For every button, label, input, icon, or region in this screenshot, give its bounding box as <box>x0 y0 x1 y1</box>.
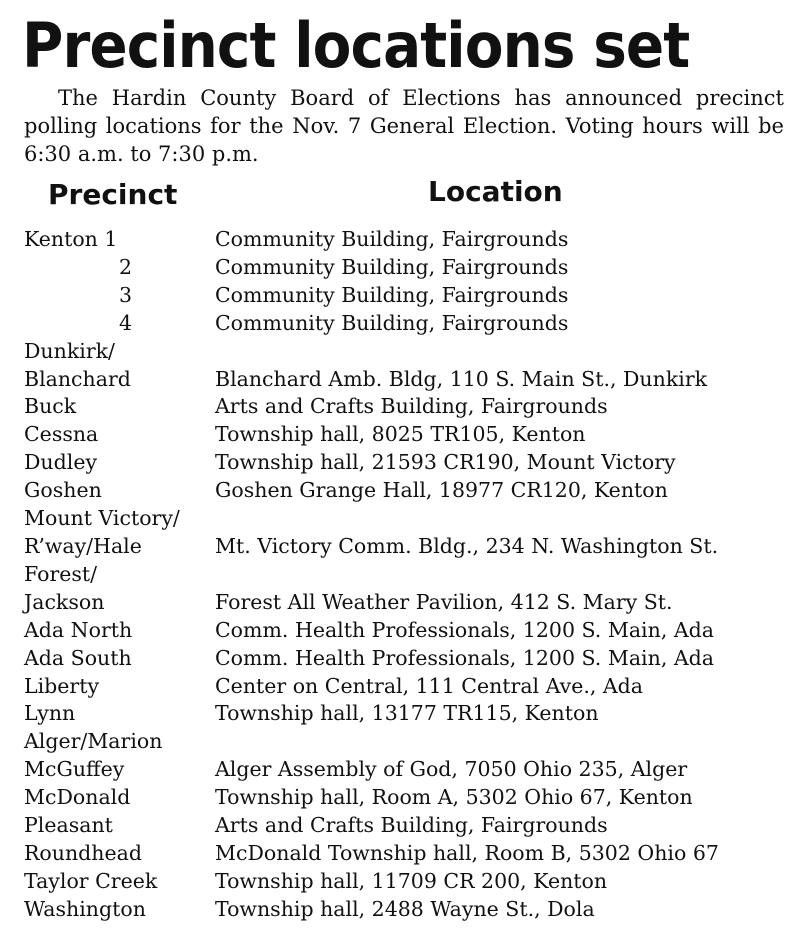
precinct-name: 2 <box>119 254 133 279</box>
location-column-header: Location <box>428 175 563 208</box>
precinct-column-header: Precinct <box>48 178 178 211</box>
precinct-name: Dudley <box>24 450 98 475</box>
precinct-name: Washington <box>24 896 146 921</box>
precinct-location-list <box>24 226 794 924</box>
list-item <box>24 477 794 505</box>
polling-location: Township hall, 11709 CR 200, Kenton <box>215 868 608 893</box>
precinct-name: Jackson <box>24 589 105 614</box>
precinct-name: Goshen <box>24 478 102 503</box>
polling-location: McDonald Township hall, Room B, 5302 Ohio 67 <box>215 840 719 865</box>
list-item <box>24 226 794 254</box>
polling-location: Community Building, Fairgrounds <box>215 227 569 251</box>
precinct-name: Roundhead <box>24 840 142 865</box>
polling-location: Alger Assembly of God, 7050 Ohio 235, Alger <box>215 757 688 782</box>
list-item <box>24 868 794 896</box>
precinct-name: McDonald <box>24 785 131 810</box>
precinct-name: Ada South <box>24 645 132 670</box>
polling-location <box>215 338 794 366</box>
polling-location: Mt. Victory Comm. Bldg., 234 N. Washington St. <box>215 533 719 558</box>
precinct-name: Buck <box>24 394 77 419</box>
polling-location: Community Building, Fairgrounds <box>215 310 569 335</box>
precinct-name: Blanchard <box>24 366 131 391</box>
precinct-name: Dunkirk/ <box>24 338 115 363</box>
list-item <box>24 282 794 310</box>
polling-location: Community Building, Fairgrounds <box>215 282 569 307</box>
list-item <box>24 589 794 617</box>
polling-location: Comm. Health Professionals, 1200 S. Main, Ada <box>215 617 714 642</box>
intro-paragraph: The Hardin County Board of Elections has announced precinct polling locations for the Nov. 7 General Election. Voting hours will be 6:30 a.m. to 7:30 p.m. <box>24 86 784 166</box>
list-item <box>24 505 794 533</box>
list-item <box>24 617 794 645</box>
list-item <box>24 393 794 421</box>
list-item <box>24 254 794 282</box>
list-item <box>24 784 794 812</box>
list-item <box>24 840 794 868</box>
precinct-name: 4 <box>119 310 133 335</box>
polling-location: Arts and Crafts Building, Fairgrounds <box>215 394 608 419</box>
polling-location: Comm. Health Professionals, 1200 S. Main, Ada <box>215 645 714 670</box>
precinct-name: Mount Victory/ <box>24 506 180 531</box>
precinct-name: Taylor Creek <box>24 868 158 893</box>
polling-location: Forest All Weather Pavilion, 412 S. Mary St. <box>215 589 673 614</box>
list-item <box>24 673 794 701</box>
precinct-name: Pleasant <box>24 813 113 838</box>
precinct-name: McGuffey <box>24 757 125 782</box>
polling-location: Center on Central, 111 Central Ave., Ada <box>215 673 644 698</box>
polling-location <box>215 505 794 533</box>
list-item <box>24 645 794 673</box>
list-item <box>24 366 794 394</box>
list-item <box>24 561 794 589</box>
list-item <box>24 812 794 840</box>
precinct-name: 3 <box>119 282 133 307</box>
list-item <box>24 700 794 728</box>
precinct-name: Cessna <box>24 422 99 447</box>
polling-location: Township hall, 13177 TR115, Kenton <box>215 701 599 726</box>
precinct-name: Liberty <box>24 673 100 698</box>
headline: Precinct locations set <box>22 9 690 82</box>
polling-location: Township hall, Room A, 5302 Ohio 67, Kenton <box>215 785 693 810</box>
list-item <box>24 728 794 756</box>
precinct-name: Alger/Marion <box>24 729 163 754</box>
precinct-name: R’way/Hale <box>24 533 142 558</box>
precinct-name: Kenton 1 <box>24 227 118 251</box>
list-item <box>24 449 794 477</box>
polling-location <box>215 728 794 756</box>
list-item <box>24 310 794 338</box>
precinct-name: Lynn <box>24 701 76 726</box>
list-item <box>24 533 794 561</box>
polling-location: Township hall, 8025 TR105, Kenton <box>215 422 586 447</box>
list-item <box>24 421 794 449</box>
list-item <box>24 896 794 924</box>
polling-location: Blanchard Amb. Bldg, 110 S. Main St., Dunkirk <box>215 366 708 391</box>
precinct-name: Ada North <box>24 617 133 642</box>
polling-location: Goshen Grange Hall, 18977 CR120, Kenton <box>215 478 668 503</box>
list-item <box>24 756 794 784</box>
polling-location: Township hall, 21593 CR190, Mount Victory <box>215 450 676 475</box>
precinct-name: Forest/ <box>24 561 98 586</box>
polling-location: Community Building, Fairgrounds <box>215 254 569 279</box>
polling-location <box>215 561 794 589</box>
polling-location: Arts and Crafts Building, Fairgrounds <box>215 813 608 838</box>
polling-location: Township hall, 2488 Wayne St., Dola <box>215 896 595 921</box>
list-item <box>24 338 794 366</box>
